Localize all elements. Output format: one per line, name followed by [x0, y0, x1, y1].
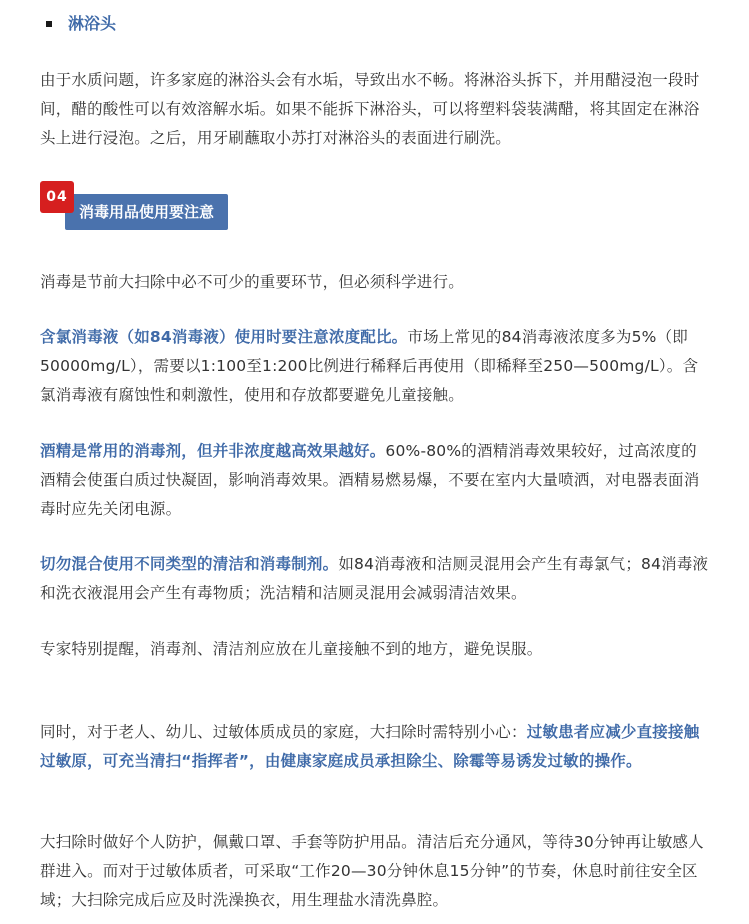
mixing-highlight: 切勿混合使用不同类型的清洁和消毒制剂。 [40, 555, 339, 573]
section-title: 消毒用品使用要注意 [65, 194, 228, 230]
chlorine-paragraph [40, 323, 712, 410]
alcohol-highlight: 酒精是常用的消毒剂，但并非浓度越高效果越好。 [40, 442, 386, 460]
section-number-badge: 04 [40, 181, 74, 213]
chlorine-text: 市场上常见的84消毒液浓度多为5%（即50000mg/L），需要以1:100至1:200比例进行稀释后再使用（即稀释至250—500mg/L）。含氯消毒液有腐蚀性和刺激性，使用和存放都要避免儿童接触。 [40, 328, 699, 404]
shower-head-paragraph: 由于水质问题，许多家庭的淋浴头会有水垢，导致出水不畅。将淋浴头拆下，并用醋浸泡一段时间，醋的酸性可以有效溶解水垢。如果不能拆下淋浴头，可以将塑料袋装满醋，将其固定在淋浴头上进行浸泡。之后，用牙刷蘸取小苏打对淋浴头的表面进行刷洗。 [40, 71, 700, 147]
protection-paragraph: 大扫除时做好个人防护，佩戴口罩、手套等防护用品。清洁后充分通风，等待30分钟再让敏感人群进入。而对于过敏体质者，可采取“工作20—30分钟休息15分钟”的节奏，休息时前往安全区域；大扫除完成后应及时洗澡换衣，用生理盐水清洗鼻腔。 [40, 833, 704, 909]
bullet-item-shower-head [46, 10, 116, 38]
alcohol-text: 60%-80%的酒精消毒效果较好，过高浓度的酒精会使蛋白质过快凝固，影响消毒效果。酒精易燃易爆，不要在室内大量喷洒，对电器表面消毒时应先关闭电源。 [40, 442, 700, 518]
allergy-text: 同时，对于老人、幼儿、过敏体质成员的家庭，大扫除时需特别小心： [40, 723, 527, 741]
bullet-label: 淋浴头 [68, 14, 117, 33]
chlorine-highlight: 含氯消毒液（如84消毒液）使用时要注意浓度配比。 [40, 328, 408, 346]
expert-reminder-paragraph: 专家特别提醒，消毒剂、清洁剂应放在儿童接触不到的地方，避免误服。 [40, 640, 543, 658]
section-heading [40, 181, 250, 233]
disinfection-intro-paragraph: 消毒是节前大扫除中必不可少的重要环节，但必须科学进行。 [40, 273, 464, 291]
allergy-paragraph [40, 718, 712, 776]
alcohol-paragraph [40, 437, 712, 524]
mixing-paragraph [40, 550, 712, 608]
bullet-marker-icon [46, 21, 52, 27]
allergy-highlight: 过敏患者应减少直接接触过敏原，可充当清扫“指挥者”，由健康家庭成员承担除尘、除霉等易诱发过敏的操作。 [40, 723, 700, 770]
mixing-text: 如84消毒液和洁厕灵混用会产生有毒氯气；84消毒液和洗衣液混用会产生有毒物质；洗洁精和洁厕灵混用会减弱清洁效果。 [40, 555, 709, 602]
